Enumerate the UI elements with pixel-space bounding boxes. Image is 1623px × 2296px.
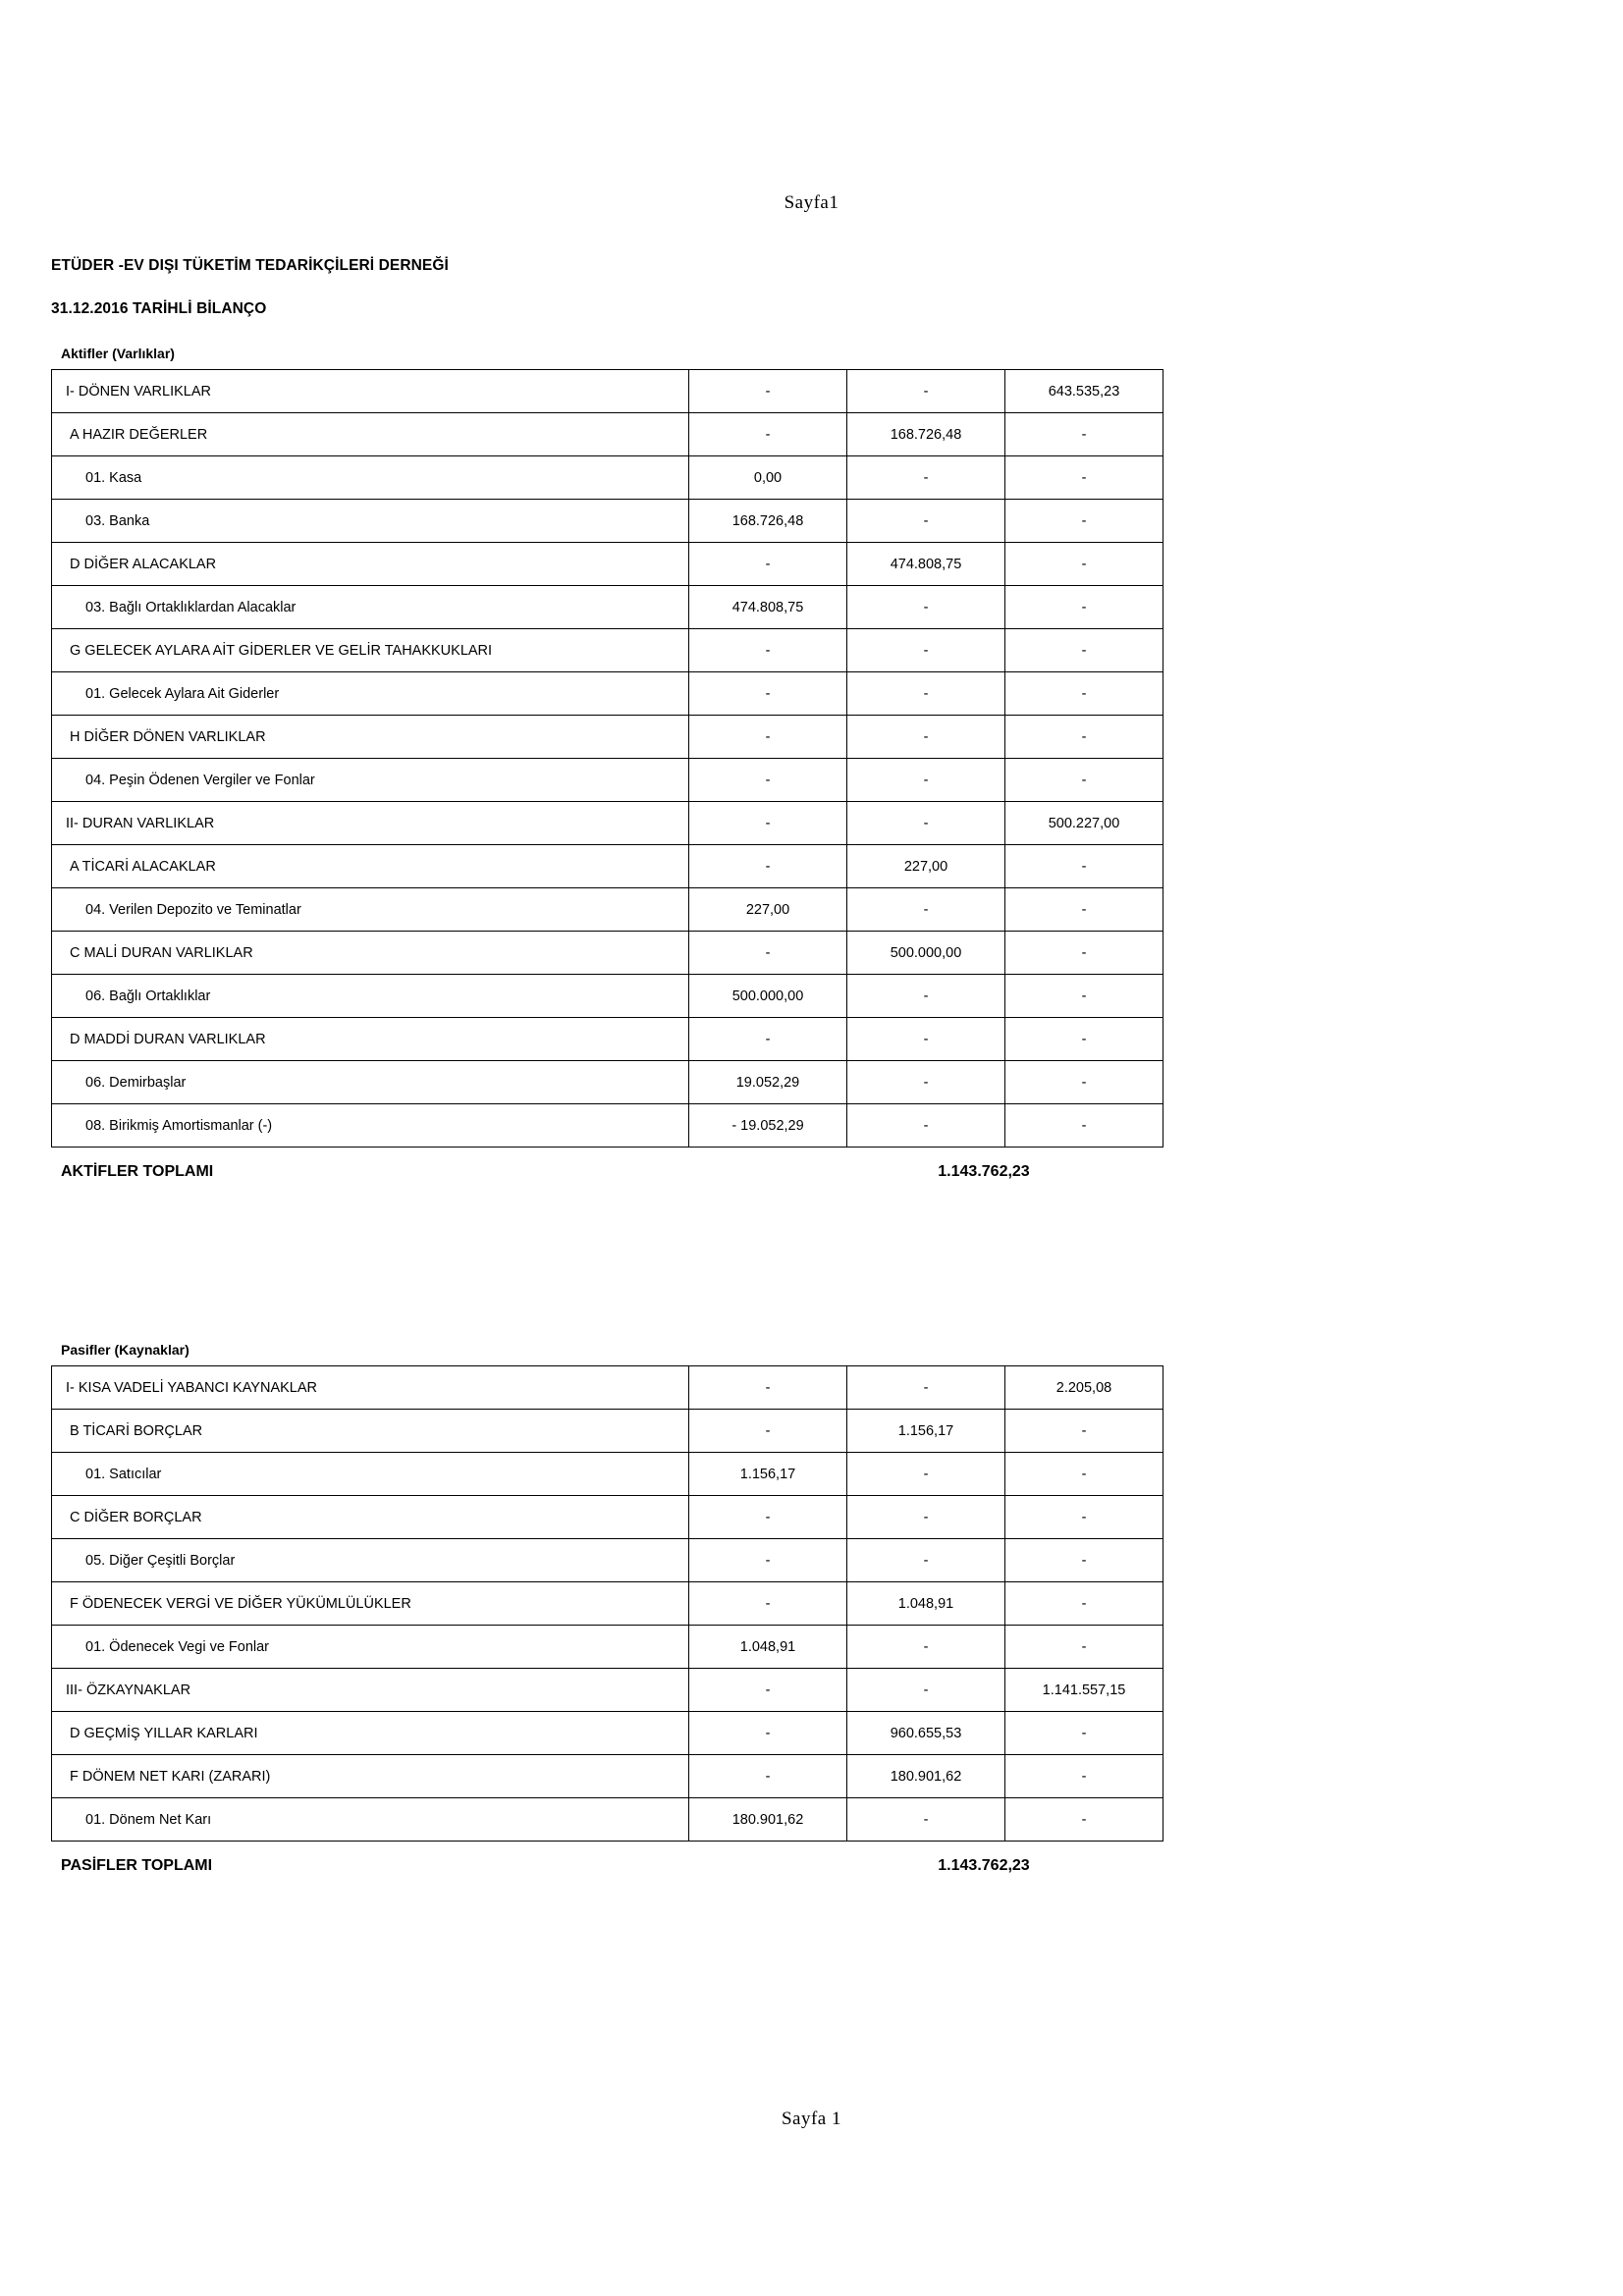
row-value-1: 168.726,48 [689, 500, 847, 543]
row-value-2: - [847, 672, 1005, 716]
row-value-1: - [689, 413, 847, 456]
table-row [52, 1453, 1163, 1496]
row-value-1: - [689, 1410, 847, 1453]
row-value-3: - [1005, 1712, 1163, 1755]
row-value-1: - [689, 629, 847, 672]
row-value-1: 1.048,91 [689, 1626, 847, 1669]
row-value-3: - [1005, 413, 1163, 456]
row-value-3: - [1005, 716, 1163, 759]
row-value-1: - [689, 1755, 847, 1798]
liabilities-total-row [51, 1857, 1131, 1889]
row-value-3: - [1005, 1496, 1163, 1539]
row-label: I- KISA VADELİ YABANCI KAYNAKLAR [52, 1366, 689, 1410]
row-value-2: - [847, 1104, 1005, 1148]
row-value-3: - [1005, 1410, 1163, 1453]
row-value-1: - [689, 759, 847, 802]
row-value-2: - [847, 456, 1005, 500]
row-value-3: - [1005, 975, 1163, 1018]
row-label: 01. Ödenecek Vegi ve Fonlar [52, 1626, 689, 1669]
row-value-2: - [847, 500, 1005, 543]
row-label: II- DURAN VARLIKLAR [52, 802, 689, 845]
row-value-3: 500.227,00 [1005, 802, 1163, 845]
document-body [51, 257, 1131, 1889]
row-value-3: - [1005, 932, 1163, 975]
row-value-1: - [689, 1366, 847, 1410]
row-value-3: - [1005, 888, 1163, 932]
organization-title: ETÜDER -EV DIŞI TÜKETİM TEDARİKÇİLERİ DERNEĞİ [51, 257, 449, 274]
row-value-3: 2.205,08 [1005, 1366, 1163, 1410]
row-value-2: 1.156,17 [847, 1410, 1005, 1453]
row-value-3: - [1005, 1061, 1163, 1104]
row-label: III- ÖZKAYNAKLAR [52, 1669, 689, 1712]
row-value-2: - [847, 1669, 1005, 1712]
document-subtitle: 31.12.2016 TARİHLİ BİLANÇO [51, 300, 267, 317]
assets-table-body [52, 370, 1163, 1148]
row-label: 01. Kasa [52, 456, 689, 500]
row-label: D GEÇMİŞ YILLAR KARLARI [52, 1712, 689, 1755]
table-row [52, 845, 1163, 888]
row-value-2: - [847, 629, 1005, 672]
table-row [52, 759, 1163, 802]
row-value-2: - [847, 586, 1005, 629]
row-label: 03. Banka [52, 500, 689, 543]
row-value-2: - [847, 370, 1005, 413]
row-label: D MADDİ DURAN VARLIKLAR [52, 1018, 689, 1061]
page-header-label: Sayfa1 [784, 192, 839, 213]
row-value-3: - [1005, 1626, 1163, 1669]
table-row [52, 500, 1163, 543]
table-row [52, 456, 1163, 500]
assets-total-row [51, 1163, 1131, 1195]
row-value-1: - [689, 845, 847, 888]
row-label: 08. Birikmiş Amortismanlar (-) [52, 1104, 689, 1148]
row-value-3: - [1005, 1018, 1163, 1061]
row-value-3: - [1005, 845, 1163, 888]
row-value-2: - [847, 802, 1005, 845]
row-label: 04. Verilen Depozito ve Teminatlar [52, 888, 689, 932]
row-value-2: - [847, 1798, 1005, 1842]
row-value-3: - [1005, 543, 1163, 586]
table-row [52, 586, 1163, 629]
row-label: 04. Peşin Ödenen Vergiler ve Fonlar [52, 759, 689, 802]
row-value-2: 180.901,62 [847, 1755, 1005, 1798]
row-value-1: - [689, 370, 847, 413]
row-value-1: 19.052,29 [689, 1061, 847, 1104]
row-label: C DİĞER BORÇLAR [52, 1496, 689, 1539]
table-row [52, 932, 1163, 975]
table-row [52, 1582, 1163, 1626]
row-label: 01. Gelecek Aylara Ait Giderler [52, 672, 689, 716]
table-row [52, 802, 1163, 845]
assets-table [51, 369, 1163, 1148]
row-value-1: - 19.052,29 [689, 1104, 847, 1148]
row-value-2: - [847, 975, 1005, 1018]
liabilities-total-label: PASİFLER TOPLAMI [61, 1857, 213, 1874]
section-spacer [51, 1195, 1131, 1342]
row-value-2: - [847, 1018, 1005, 1061]
row-label: 06. Bağlı Ortaklıklar [52, 975, 689, 1018]
row-label: H DİĞER DÖNEN VARLIKLAR [52, 716, 689, 759]
row-label: G GELECEK AYLARA AİT GİDERLER VE GELİR TAHAKKUKLARI [52, 629, 689, 672]
row-value-1: - [689, 672, 847, 716]
row-value-1: - [689, 1669, 847, 1712]
row-value-3: - [1005, 672, 1163, 716]
row-label: F DÖNEM NET KARI (ZARARI) [52, 1755, 689, 1798]
liabilities-total-value: 1.143.762,23 [938, 1857, 1030, 1874]
row-value-2: 500.000,00 [847, 932, 1005, 975]
table-row [52, 370, 1163, 413]
table-row [52, 1669, 1163, 1712]
row-value-2: 960.655,53 [847, 1712, 1005, 1755]
row-value-2: - [847, 1496, 1005, 1539]
row-value-2: 168.726,48 [847, 413, 1005, 456]
row-label: I- DÖNEN VARLIKLAR [52, 370, 689, 413]
row-value-2: 1.048,91 [847, 1582, 1005, 1626]
row-value-3: - [1005, 1104, 1163, 1148]
table-row [52, 629, 1163, 672]
table-row [52, 1755, 1163, 1798]
table-row [52, 543, 1163, 586]
row-label: 06. Demirbaşlar [52, 1061, 689, 1104]
row-value-1: 474.808,75 [689, 586, 847, 629]
table-row [52, 1366, 1163, 1410]
row-label: D DİĞER ALACAKLAR [52, 543, 689, 586]
assets-section-label: Aktifler (Varlıklar) [61, 346, 175, 361]
row-value-3: - [1005, 456, 1163, 500]
assets-total-value: 1.143.762,23 [938, 1163, 1030, 1180]
table-row [52, 413, 1163, 456]
table-row [52, 975, 1163, 1018]
row-value-3: 643.535,23 [1005, 370, 1163, 413]
table-row [52, 1496, 1163, 1539]
table-row [52, 1061, 1163, 1104]
row-value-1: - [689, 1712, 847, 1755]
row-value-3: - [1005, 586, 1163, 629]
row-value-1: 1.156,17 [689, 1453, 847, 1496]
row-value-2: - [847, 1453, 1005, 1496]
row-label: 05. Diğer Çeşitli Borçlar [52, 1539, 689, 1582]
row-value-1: 500.000,00 [689, 975, 847, 1018]
page-footer-label: Sayfa 1 [781, 2109, 841, 2129]
row-label: F ÖDENECEK VERGİ VE DİĞER YÜKÜMLÜLÜKLER [52, 1582, 689, 1626]
row-label: A HAZIR DEĞERLER [52, 413, 689, 456]
row-value-1: - [689, 802, 847, 845]
row-label: C MALİ DURAN VARLIKLAR [52, 932, 689, 975]
row-value-2: - [847, 1061, 1005, 1104]
row-label: 01. Satıcılar [52, 1453, 689, 1496]
row-value-3: - [1005, 1755, 1163, 1798]
liabilities-table [51, 1365, 1163, 1842]
row-value-2: 474.808,75 [847, 543, 1005, 586]
row-value-3: - [1005, 1582, 1163, 1626]
row-value-2: - [847, 716, 1005, 759]
table-row [52, 1626, 1163, 1669]
row-value-1: - [689, 716, 847, 759]
table-row [52, 1539, 1163, 1582]
row-value-2: - [847, 1539, 1005, 1582]
row-value-1: 227,00 [689, 888, 847, 932]
row-label: 01. Dönem Net Karı [52, 1798, 689, 1842]
row-value-3: - [1005, 1798, 1163, 1842]
row-value-1: - [689, 1018, 847, 1061]
table-row [52, 888, 1163, 932]
row-value-1: - [689, 1582, 847, 1626]
assets-total-label: AKTİFLER TOPLAMI [61, 1163, 214, 1180]
row-value-2: - [847, 1626, 1005, 1669]
row-value-1: 0,00 [689, 456, 847, 500]
row-value-1: - [689, 543, 847, 586]
row-label: 03. Bağlı Ortaklıklardan Alacaklar [52, 586, 689, 629]
table-row [52, 1018, 1163, 1061]
table-row [52, 672, 1163, 716]
row-value-2: - [847, 1366, 1005, 1410]
row-value-2: 227,00 [847, 845, 1005, 888]
row-value-3: 1.141.557,15 [1005, 1669, 1163, 1712]
row-value-2: - [847, 888, 1005, 932]
row-value-1: - [689, 1496, 847, 1539]
row-value-1: - [689, 1539, 847, 1582]
table-row [52, 1798, 1163, 1842]
table-row [52, 1410, 1163, 1453]
row-value-2: - [847, 759, 1005, 802]
liabilities-section-label: Pasifler (Kaynaklar) [61, 1342, 189, 1358]
row-value-3: - [1005, 1539, 1163, 1582]
table-row [52, 716, 1163, 759]
row-label: A TİCARİ ALACAKLAR [52, 845, 689, 888]
row-value-3: - [1005, 759, 1163, 802]
table-row [52, 1712, 1163, 1755]
row-value-3: - [1005, 629, 1163, 672]
liabilities-table-body [52, 1366, 1163, 1842]
row-value-1: - [689, 932, 847, 975]
table-row [52, 1104, 1163, 1148]
row-value-3: - [1005, 1453, 1163, 1496]
row-value-3: - [1005, 500, 1163, 543]
row-value-1: 180.901,62 [689, 1798, 847, 1842]
row-label: B TİCARİ BORÇLAR [52, 1410, 689, 1453]
